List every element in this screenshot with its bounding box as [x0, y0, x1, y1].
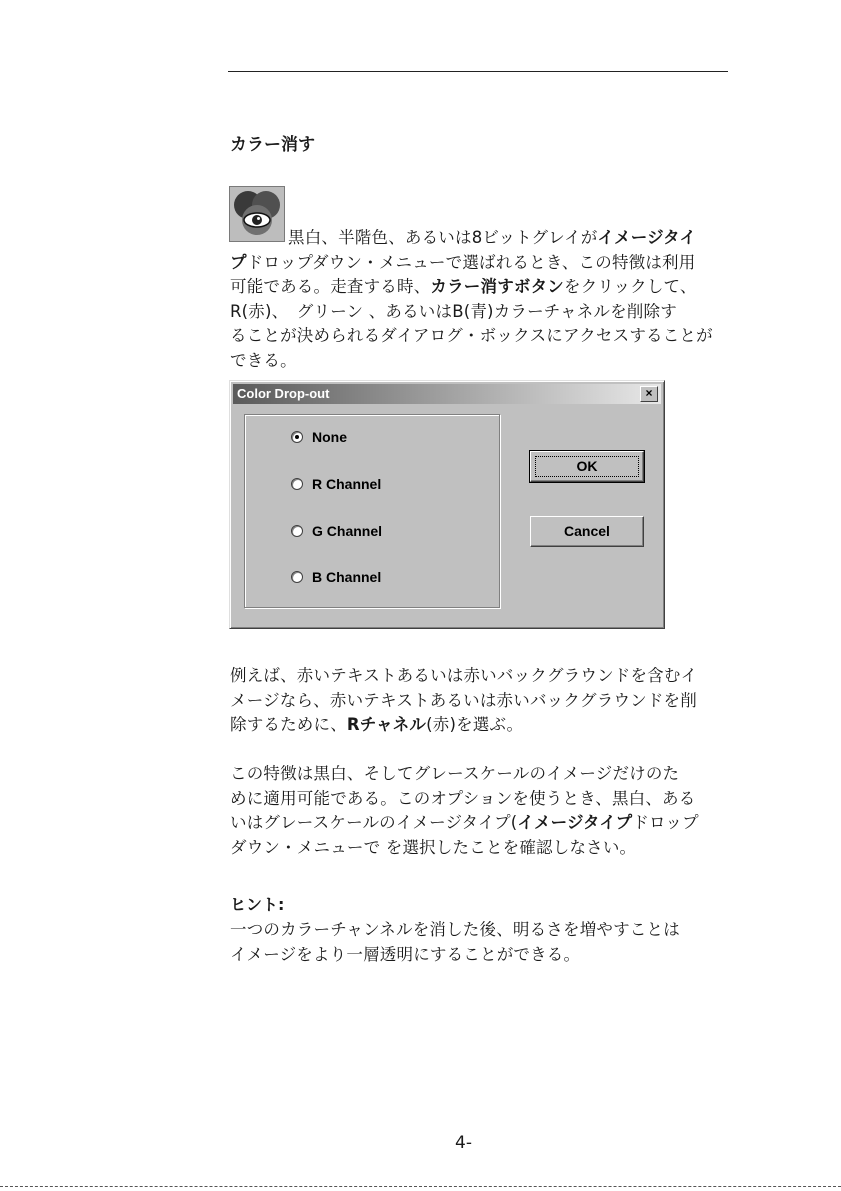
example-paragraph: 例えば、赤いテキストあるいは赤いバックグラウンドを含むイ メージなら、赤いテキストあるいは赤いバックグラウンドを削 除するために、Rチャネル(赤)を選ぶ。 [230, 666, 698, 734]
radio-label: B Channel [312, 569, 382, 585]
ok-button[interactable]: OK [530, 451, 644, 482]
page-number: 4- [455, 1133, 472, 1153]
cancel-button[interactable]: Cancel [530, 516, 644, 547]
radio-none[interactable] [291, 429, 347, 445]
radio-label: G Channel [312, 523, 383, 539]
section-title: カラー消す [230, 135, 315, 155]
hint-label: ヒント: [230, 895, 285, 914]
radio-label: None [312, 429, 347, 445]
footer-rule [0, 1186, 841, 1187]
radio-icon [291, 525, 303, 537]
dialog-titlebar[interactable] [233, 384, 661, 404]
channel-group [244, 414, 500, 608]
hint-paragraph: 一つのカラーチャンネルを消した後、明るさを増やすことは イメージをより一層透明にすることができる。 [230, 920, 680, 964]
radio-selected-icon [291, 431, 303, 443]
close-icon[interactable]: × [640, 386, 658, 402]
radio-icon [291, 571, 303, 583]
color-dropout-dialog [229, 380, 665, 629]
radio-g-channel[interactable] [291, 523, 382, 539]
radio-r-channel[interactable] [291, 476, 381, 492]
applicability-paragraph: この特徴は黒白、そしてグレースケールのイメージだけのた めに適用可能である。このオプションを使うとき、黒白、ある いはグレースケールのイメージタイプ(イメージタイプドロップ ダウン・メニューで を選択したことを確認しなさい。 [230, 764, 699, 857]
header-rule [228, 71, 728, 72]
radio-b-channel[interactable] [291, 569, 381, 585]
intro-paragraph: 黒白、半階色、あるいは8ビットグレイがイメージタイ プドロップダウン・メニューで選ばれるとき、この特徴は利用 可能である。走査する時、カラー消すボタンをクリックして、 R(赤)、 グリーン 、あるいはB(青)カラーチャネルを削除す ることが決められるダイアログ・ボックスにアクセスすることが できる。 [230, 228, 713, 370]
radio-icon [291, 478, 303, 490]
dialog-title: Color Drop-out [237, 386, 330, 401]
radio-label: R Channel [312, 476, 382, 492]
